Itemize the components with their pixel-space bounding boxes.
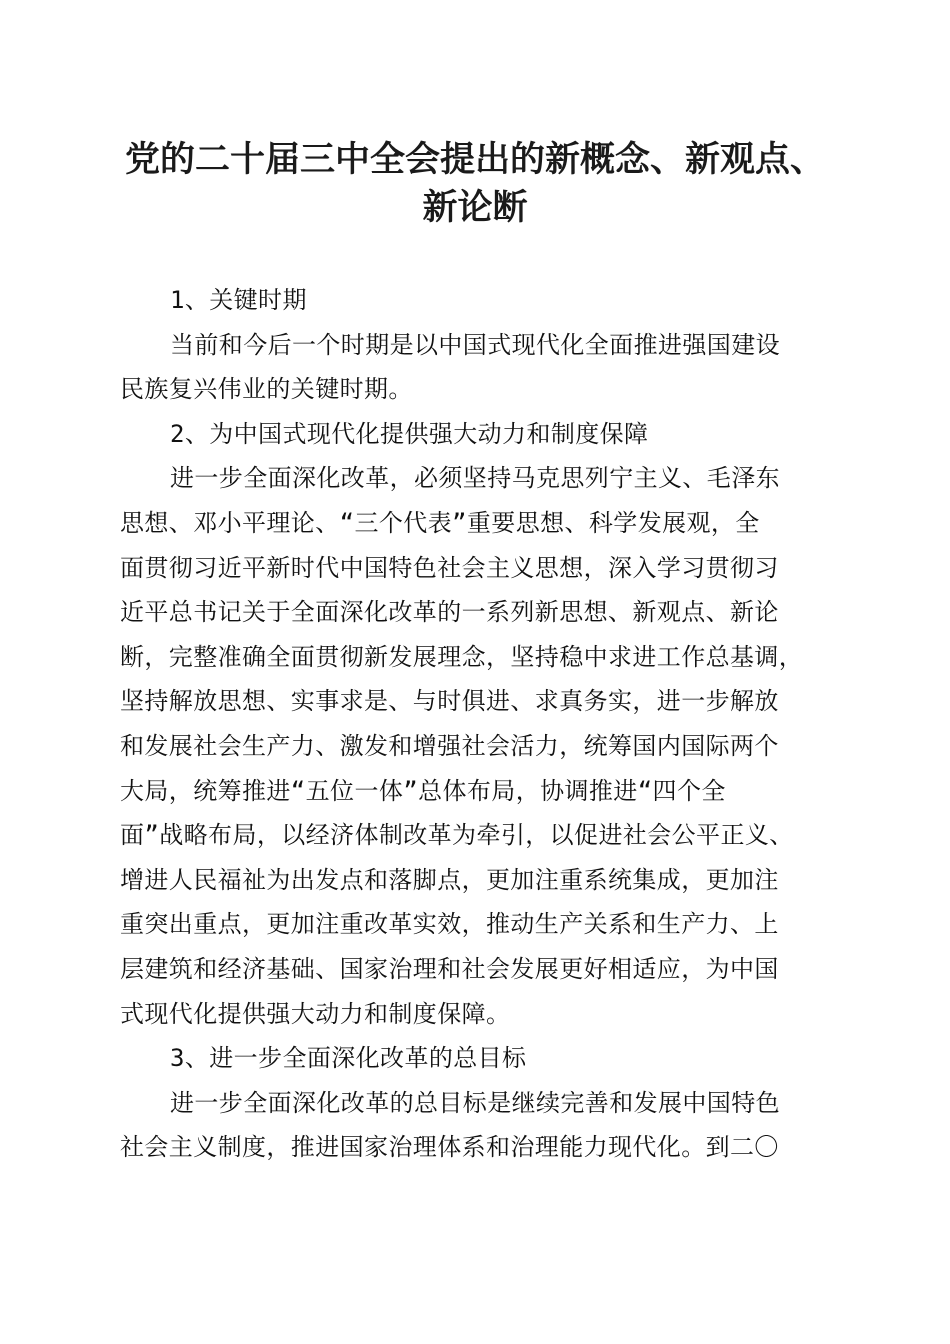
body-text-line: 社会主义制度，推进国家治理体系和治理能力现代化。到二〇: [120, 1133, 779, 1162]
body-text-line: 民族复兴伟业的关键时期。: [120, 375, 413, 404]
body-text-line: 坚持解放思想、实事求是、与时俱进、求真务实，进一步解放: [120, 687, 779, 716]
body-text-line: 大局，统筹推进“五位一体”总体布局，协调推进“四个全: [120, 776, 726, 805]
body-text-line: 1、关键时期: [170, 286, 307, 314]
body-text-line: 式现代化提供强大动力和制度保障。: [120, 999, 511, 1028]
body-text-line: 3、进一步全面深化改革的总目标: [170, 1044, 527, 1073]
body-text-line: 进一步全面深化改革的总目标是继续完善和发展中国特色: [170, 1088, 780, 1117]
body-text-line: 思想、邓小平理论、“三个代表”重要思想、科学发展观，全: [120, 508, 760, 537]
document-title-line-1: 党的二十届三中全会提出的新概念、新观点、: [124, 139, 825, 180]
body-text-line: 断，完整准确全面贯彻新发展理念，坚持稳中求进工作总基调，: [120, 642, 804, 671]
body-text-line: 增进人民福祉为出发点和落脚点，更加注重系统集成，更加注: [120, 865, 779, 894]
body-text-line: 和发展社会生产力、激发和增强社会活力，统筹国内国际两个: [120, 731, 779, 760]
document-title-line-2: 新论断: [422, 187, 528, 228]
body-text-line: 2、为中国式现代化提供强大动力和制度保障: [170, 419, 649, 448]
body-text-line: 进一步全面深化改革，必须坚持马克思列宁主义、毛泽东: [170, 464, 780, 493]
body-text-line: 面”战略布局，以经济体制改革为牵引，以促进社会公平正义、: [120, 821, 794, 850]
document-body: [120, 278, 840, 1170]
body-text-line: 重突出重点，更加注重改革实效，推动生产关系和生产力、上: [120, 910, 779, 939]
body-text-line: 层建筑和经济基础、国家治理和社会发展更好相适应，为中国: [120, 954, 779, 983]
body-text-line: 近平总书记关于全面深化改革的一系列新思想、新观点、新论: [120, 598, 779, 627]
body-text-line: 当前和今后一个时期是以中国式现代化全面推进强国建设: [170, 330, 780, 359]
body-text-line: 面贯彻习近平新时代中国特色社会主义思想，深入学习贯彻习: [120, 553, 779, 582]
